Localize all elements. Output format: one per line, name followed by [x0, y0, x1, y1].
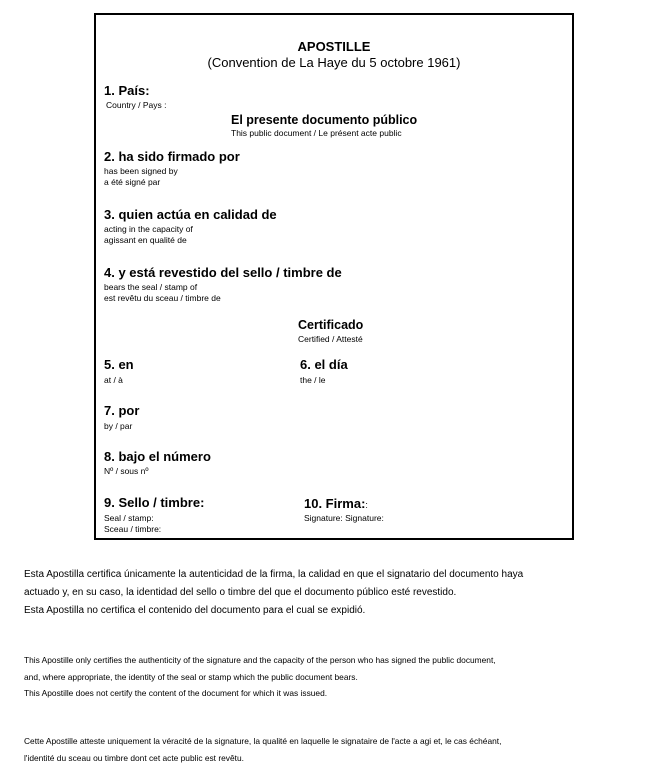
field-seal-bearer-translation-fr: est revêtu du sceau / timbre de	[104, 293, 221, 303]
field-number-label: 8. bajo el número	[104, 449, 211, 464]
public-document-translation: This public document / Le présent acte public	[231, 128, 402, 138]
field-capacity-label: 3. quien actúa en calidad de	[104, 207, 277, 222]
field-number-translation: Nº / sous nº	[104, 466, 149, 476]
field-seal-label: 9. Sello / timbre:	[104, 495, 205, 510]
public-document-title: El presente documento público	[231, 113, 418, 127]
field-signed-by-label: 2. ha sido firmado por	[104, 149, 240, 164]
field-place-label: 5. en	[104, 357, 134, 372]
field-seal-bearer-label: 4. y está revestido del sello / timbre de	[104, 265, 342, 280]
note-spanish	[24, 566, 624, 620]
field-date-label: 6. el día	[300, 357, 348, 372]
note-fr-line2: l'identité du sceau ou timbre dont cet acte public est revêtu.	[24, 752, 244, 763]
field-date-translation: the / le	[300, 375, 326, 385]
apostille-title: APOSTILLE	[297, 39, 371, 54]
note-fr-line1: Cette Apostille atteste uniquement la véracité de la signature, la qualité en laquelle le signataire de l'acte a agi et, le cas échéant,	[24, 736, 502, 746]
certified-translation: Certified / Attesté	[298, 334, 363, 344]
note-en-line2: and, where appropriate, the identity of the seal or stamp which the public document bears.	[24, 671, 358, 682]
field-pais-label: 1. País:	[104, 83, 150, 98]
note-en-line1: This Apostille only certifies the authenticity of the signature and the capacity of the person who has signed the public document,	[24, 655, 496, 665]
field-signature-translation: Signature: Signature:	[304, 513, 384, 523]
note-es-line1: Esta Apostilla certifica únicamente la autenticidad de la firma, la calidad en que el signatario del documento haya	[24, 569, 524, 580]
note-french	[24, 733, 634, 766]
field-signed-by-translation-en: has been signed by	[104, 166, 178, 176]
note-es-line3: Esta Apostilla no certifica el contenido del documento para el cual se expidió.	[24, 605, 366, 616]
field-by-translation: by / par	[104, 421, 133, 431]
field-capacity-translation-fr: agissant en qualité de	[104, 235, 187, 245]
field-signature-colon: :	[365, 500, 368, 510]
field-signature-label: 10. Firma:	[304, 496, 366, 511]
field-signed-by-translation-fr: a été signé par	[104, 177, 161, 187]
note-es-line2: actuado y, en su caso, la identidad del sello o timbre del que el documento público esté revestido.	[24, 587, 457, 598]
note-en-line3: This Apostille does not certify the content of the document for which it was issued.	[24, 688, 328, 698]
field-signature-heading	[304, 495, 368, 513]
note-english	[24, 652, 634, 702]
field-by-label: 7. por	[104, 403, 140, 418]
field-seal-translation-en: Seal / stamp:	[104, 513, 154, 523]
field-capacity-translation-en: acting in the capacity of	[104, 224, 193, 234]
apostille-form	[94, 13, 574, 540]
convention-subtitle: (Convention de La Haye du 5 octobre 1961)	[207, 55, 461, 70]
field-seal-bearer-translation-en: bears the seal / stamp of	[104, 282, 198, 292]
certified-title: Certificado	[298, 318, 364, 332]
field-seal-translation-fr: Sceau / timbre:	[104, 524, 162, 534]
field-place-translation: at / à	[104, 375, 123, 385]
field-pais-translation: Country / Pays :	[106, 100, 167, 110]
